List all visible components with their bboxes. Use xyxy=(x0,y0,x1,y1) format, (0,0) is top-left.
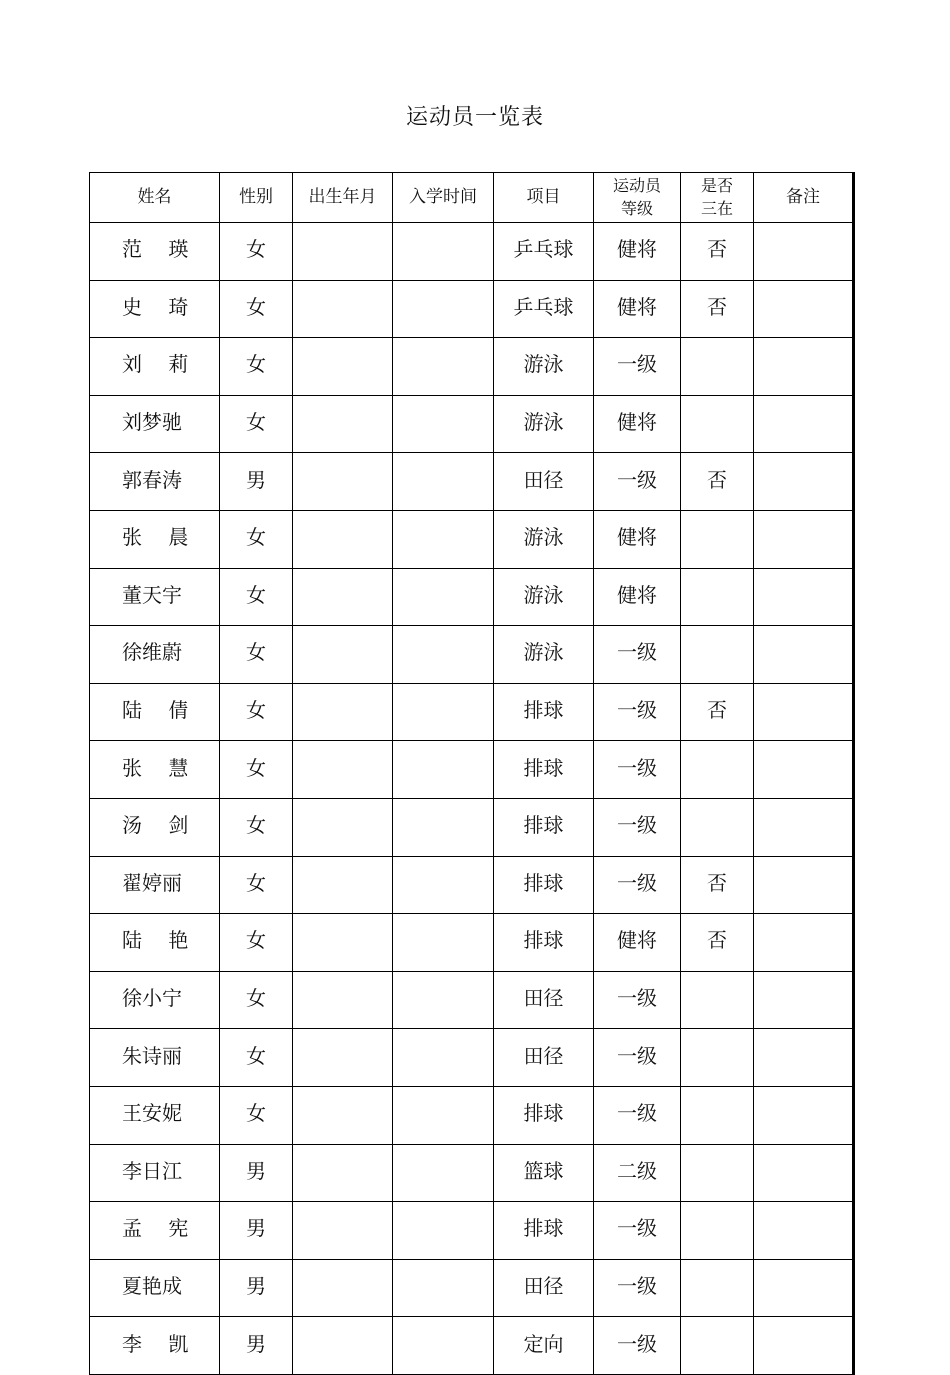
sport-cell: 排球 xyxy=(494,1202,594,1260)
sport-cell: 排球 xyxy=(494,798,594,856)
remarks-cell xyxy=(754,223,854,281)
gender-cell: 女 xyxy=(220,798,293,856)
remarks-cell xyxy=(754,338,854,396)
sanzai-cell xyxy=(681,1029,754,1087)
gender-cell: 女 xyxy=(220,338,293,396)
sanzai-cell xyxy=(681,1259,754,1317)
level-cell: 一级 xyxy=(594,626,681,684)
level-cell: 健将 xyxy=(594,568,681,626)
remarks-cell xyxy=(754,280,854,338)
name-cell: 李日江 xyxy=(90,1144,220,1202)
sport-cell: 乒乓球 xyxy=(494,223,594,281)
enroll-cell xyxy=(393,280,494,338)
sanzai-cell xyxy=(681,395,754,453)
level-cell: 一级 xyxy=(594,856,681,914)
sport-cell: 游泳 xyxy=(494,395,594,453)
level-cell: 健将 xyxy=(594,510,681,568)
gender-cell: 男 xyxy=(220,1202,293,1260)
gender-cell: 女 xyxy=(220,395,293,453)
enroll-cell xyxy=(393,971,494,1029)
remarks-cell xyxy=(754,453,854,511)
remarks-cell xyxy=(754,798,854,856)
enroll-cell xyxy=(393,856,494,914)
level-cell: 健将 xyxy=(594,395,681,453)
birth-cell xyxy=(293,395,393,453)
table-row xyxy=(90,568,854,626)
enroll-cell xyxy=(393,338,494,396)
header-sport: 项目 xyxy=(494,173,594,223)
remarks-cell xyxy=(754,510,854,568)
sanzai-cell: 否 xyxy=(681,683,754,741)
sport-cell: 游泳 xyxy=(494,510,594,568)
sanzai-cell xyxy=(681,798,754,856)
name-cell: 王安妮 xyxy=(90,1086,220,1144)
header-name: 姓名 xyxy=(90,173,220,223)
remarks-cell xyxy=(754,1317,854,1375)
enroll-cell xyxy=(393,1086,494,1144)
level-cell: 一级 xyxy=(594,453,681,511)
sport-cell: 游泳 xyxy=(494,338,594,396)
sport-cell: 游泳 xyxy=(494,626,594,684)
table-row xyxy=(90,453,854,511)
sanzai-cell xyxy=(681,1317,754,1375)
table-row xyxy=(90,280,854,338)
name-cell: 徐维蔚 xyxy=(90,626,220,684)
sport-cell: 田径 xyxy=(494,453,594,511)
name-cell: 范 瑛 xyxy=(90,223,220,281)
athlete-table xyxy=(89,172,855,1375)
gender-cell: 女 xyxy=(220,741,293,799)
birth-cell xyxy=(293,1086,393,1144)
sanzai-cell: 否 xyxy=(681,280,754,338)
table-row xyxy=(90,338,854,396)
sanzai-cell xyxy=(681,338,754,396)
name-cell: 董天宇 xyxy=(90,568,220,626)
sanzai-cell xyxy=(681,741,754,799)
enroll-cell xyxy=(393,568,494,626)
header-sanzai xyxy=(681,173,754,223)
enroll-cell xyxy=(393,1202,494,1260)
header-row xyxy=(90,173,854,223)
page-title: 运动员一览表 xyxy=(405,105,544,130)
gender-cell: 男 xyxy=(220,453,293,511)
sanzai-cell: 否 xyxy=(681,856,754,914)
header-level-line1: 运动员 xyxy=(612,176,661,196)
name-cell: 孟 宪 xyxy=(90,1202,220,1260)
header-level-line2: 等级 xyxy=(620,198,653,218)
sport-cell: 田径 xyxy=(494,1259,594,1317)
table-row xyxy=(90,856,854,914)
remarks-cell xyxy=(754,1086,854,1144)
name-cell: 刘梦驰 xyxy=(90,395,220,453)
name-cell: 徐小宁 xyxy=(90,971,220,1029)
table-row xyxy=(90,1144,854,1202)
level-cell: 一级 xyxy=(594,798,681,856)
gender-cell: 女 xyxy=(220,510,293,568)
gender-cell: 女 xyxy=(220,683,293,741)
table-row xyxy=(90,395,854,453)
gender-cell: 女 xyxy=(220,1086,293,1144)
gender-cell: 男 xyxy=(220,1144,293,1202)
birth-cell xyxy=(293,338,393,396)
table-row xyxy=(90,971,854,1029)
enroll-cell xyxy=(393,683,494,741)
name-cell: 史 琦 xyxy=(90,280,220,338)
table-row xyxy=(90,914,854,972)
level-cell: 一级 xyxy=(594,741,681,799)
birth-cell xyxy=(293,223,393,281)
name-cell: 李 凯 xyxy=(90,1317,220,1375)
birth-cell xyxy=(293,280,393,338)
enroll-cell xyxy=(393,798,494,856)
remarks-cell xyxy=(754,914,854,972)
gender-cell: 男 xyxy=(220,1317,293,1375)
table-row xyxy=(90,510,854,568)
table-header xyxy=(90,173,854,223)
gender-cell: 女 xyxy=(220,280,293,338)
gender-cell: 女 xyxy=(220,568,293,626)
sanzai-cell: 否 xyxy=(681,914,754,972)
level-cell: 健将 xyxy=(594,223,681,281)
remarks-cell xyxy=(754,1259,854,1317)
sport-cell: 排球 xyxy=(494,914,594,972)
header-gender: 性别 xyxy=(220,173,293,223)
sport-cell: 排球 xyxy=(494,856,594,914)
gender-cell: 女 xyxy=(220,223,293,281)
sport-cell: 排球 xyxy=(494,683,594,741)
name-cell: 张 晨 xyxy=(90,510,220,568)
gender-cell: 男 xyxy=(220,1259,293,1317)
enroll-cell xyxy=(393,453,494,511)
header-sanzai-line2: 三在 xyxy=(700,198,733,218)
remarks-cell xyxy=(754,1029,854,1087)
sanzai-cell xyxy=(681,1202,754,1260)
level-cell: 健将 xyxy=(594,914,681,972)
enroll-cell xyxy=(393,1144,494,1202)
remarks-cell xyxy=(754,683,854,741)
enroll-cell xyxy=(393,223,494,281)
birth-cell xyxy=(293,798,393,856)
level-cell: 一级 xyxy=(594,1029,681,1087)
birth-cell xyxy=(293,1259,393,1317)
name-cell: 汤 剑 xyxy=(90,798,220,856)
birth-cell xyxy=(293,626,393,684)
birth-cell xyxy=(293,741,393,799)
remarks-cell xyxy=(754,741,854,799)
sport-cell: 田径 xyxy=(494,1029,594,1087)
table-row xyxy=(90,1086,854,1144)
enroll-cell xyxy=(393,626,494,684)
level-cell: 一级 xyxy=(594,1086,681,1144)
name-cell: 翟婷丽 xyxy=(90,856,220,914)
sport-cell: 游泳 xyxy=(494,568,594,626)
sport-cell: 田径 xyxy=(494,971,594,1029)
table-body xyxy=(90,223,854,1375)
name-cell: 陆 倩 xyxy=(90,683,220,741)
table-row xyxy=(90,1029,854,1087)
table-row xyxy=(90,1259,854,1317)
name-cell: 朱诗丽 xyxy=(90,1029,220,1087)
table-row xyxy=(90,1202,854,1260)
birth-cell xyxy=(293,856,393,914)
header-remarks: 备注 xyxy=(754,173,854,223)
sanzai-cell: 否 xyxy=(681,453,754,511)
level-cell: 一级 xyxy=(594,971,681,1029)
name-cell: 夏艳成 xyxy=(90,1259,220,1317)
name-cell: 刘 莉 xyxy=(90,338,220,396)
table-row xyxy=(90,223,854,281)
remarks-cell xyxy=(754,568,854,626)
remarks-cell xyxy=(754,1144,854,1202)
birth-cell xyxy=(293,510,393,568)
sport-cell: 篮球 xyxy=(494,1144,594,1202)
header-enroll: 入学时间 xyxy=(393,173,494,223)
gender-cell: 女 xyxy=(220,626,293,684)
sanzai-cell xyxy=(681,568,754,626)
table-row xyxy=(90,1317,854,1375)
sport-cell: 排球 xyxy=(494,741,594,799)
sanzai-cell xyxy=(681,1144,754,1202)
gender-cell: 女 xyxy=(220,1029,293,1087)
birth-cell xyxy=(293,914,393,972)
name-cell: 郭春涛 xyxy=(90,453,220,511)
level-cell: 一级 xyxy=(594,683,681,741)
gender-cell: 女 xyxy=(220,914,293,972)
header-birth: 出生年月 xyxy=(293,173,393,223)
level-cell: 一级 xyxy=(594,1317,681,1375)
level-cell: 一级 xyxy=(594,1202,681,1260)
table-row xyxy=(90,626,854,684)
sanzai-cell xyxy=(681,1086,754,1144)
sanzai-cell: 否 xyxy=(681,223,754,281)
level-cell: 一级 xyxy=(594,1259,681,1317)
level-cell: 一级 xyxy=(594,338,681,396)
birth-cell xyxy=(293,1144,393,1202)
name-cell: 张 慧 xyxy=(90,741,220,799)
table-row xyxy=(90,741,854,799)
remarks-cell xyxy=(754,395,854,453)
header-level xyxy=(594,173,681,223)
sport-cell: 定向 xyxy=(494,1317,594,1375)
remarks-cell xyxy=(754,626,854,684)
header-sanzai-line1: 是否 xyxy=(700,176,733,196)
sanzai-cell xyxy=(681,971,754,1029)
name-cell: 陆 艳 xyxy=(90,914,220,972)
enroll-cell xyxy=(393,510,494,568)
gender-cell: 女 xyxy=(220,856,293,914)
birth-cell xyxy=(293,453,393,511)
enroll-cell xyxy=(393,741,494,799)
birth-cell xyxy=(293,568,393,626)
enroll-cell xyxy=(393,914,494,972)
sport-cell: 排球 xyxy=(494,1086,594,1144)
birth-cell xyxy=(293,1029,393,1087)
birth-cell xyxy=(293,971,393,1029)
table-row xyxy=(90,798,854,856)
enroll-cell xyxy=(393,1029,494,1087)
gender-cell: 女 xyxy=(220,971,293,1029)
sanzai-cell xyxy=(681,510,754,568)
birth-cell xyxy=(293,683,393,741)
remarks-cell xyxy=(754,971,854,1029)
enroll-cell xyxy=(393,1259,494,1317)
remarks-cell xyxy=(754,1202,854,1260)
level-cell: 二级 xyxy=(594,1144,681,1202)
enroll-cell xyxy=(393,395,494,453)
level-cell: 健将 xyxy=(594,280,681,338)
birth-cell xyxy=(293,1317,393,1375)
birth-cell xyxy=(293,1202,393,1260)
remarks-cell xyxy=(754,856,854,914)
enroll-cell xyxy=(393,1317,494,1375)
sport-cell: 乒乓球 xyxy=(494,280,594,338)
sanzai-cell xyxy=(681,626,754,684)
table-row xyxy=(90,683,854,741)
